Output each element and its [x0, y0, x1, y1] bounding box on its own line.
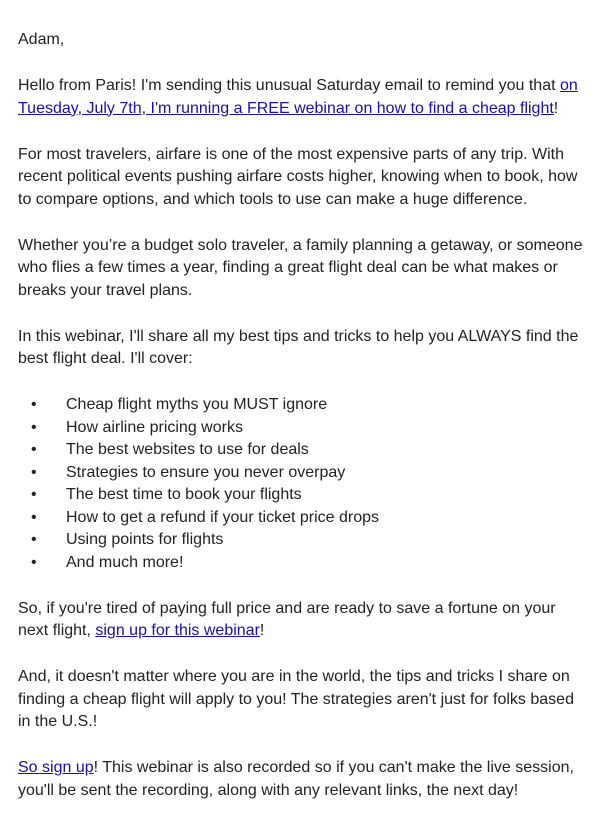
topics-list [18, 394, 584, 574]
signup-webinar-link[interactable]: sign up for this webinar [95, 622, 260, 639]
email-body [18, 29, 584, 826]
bullet-icon: • [31, 531, 37, 548]
greeting: Adam, [18, 31, 65, 48]
bullet-icon: • [31, 463, 37, 481]
list-item: • And much more! [18, 552, 584, 575]
bullet-icon: • [31, 553, 37, 571]
intro-text: Hello from Paris! I'm sending this unusual Saturday email to remind you that [18, 77, 560, 94]
bullet-icon: • [31, 508, 37, 526]
list-item: • The best time to book your flights [18, 484, 584, 507]
bullet-icon: • [31, 441, 37, 458]
intro-text-end: ! [553, 99, 559, 117]
intro-paragraph [18, 75, 584, 120]
list-item: • How airline pricing works [18, 417, 584, 440]
traveler-paragraph: Whether you’re a budget solo traveler, a family planning a getaway, or someone who flies a few times a year, finding a great flight deal can be what makes or breaks your travel plans. [18, 236, 583, 299]
webinar-date-link[interactable]: on Tuesday, July 7th, I'm running a FREE webinar on how to find a cheap flight [18, 77, 578, 117]
list-item: • Strategies to ensure you never overpay [18, 462, 584, 485]
bullet-icon: • [31, 418, 37, 436]
list-item: • The best websites to use for deals [18, 439, 584, 462]
bullet-icon: • [31, 396, 37, 413]
list-item: • Cheap flight myths you MUST ignore [18, 394, 584, 417]
webinar-cover-paragraph: In this webinar, I'll share all my best tips and tricks to help you ALWAYS find the best flight deal. I'll cover: [18, 327, 579, 367]
airfare-paragraph: For most travelers, airfare is one of the most expensive parts of any trip. With recent political events pushing airfare costs higher, knowing when to book, how to compare options, and which tools to use can make a huge difference. [18, 145, 578, 208]
list-item: • Using points for flights [18, 529, 584, 552]
worldwide-paragraph: And, it doesn't matter where you are in the world, the tips and tricks I share on finding a cheap flight will apply to you! The strategies aren't just for folks based in the U.S.! [18, 668, 574, 730]
recording-paragraph: So sign up! This webinar is also recorded so if you can't make the live session, you'll be sent the recording, along with any relevant links, the next day! [18, 759, 574, 799]
signup-paragraph: So, if you're tired of paying full price and are ready to save a fortune on your next flight, sign up for this webinar! [18, 599, 556, 639]
list-item: • How to get a refund if your ticket price drops [18, 507, 584, 530]
so-sign-up-link[interactable]: So sign up [18, 759, 94, 776]
bullet-icon: • [31, 486, 37, 503]
